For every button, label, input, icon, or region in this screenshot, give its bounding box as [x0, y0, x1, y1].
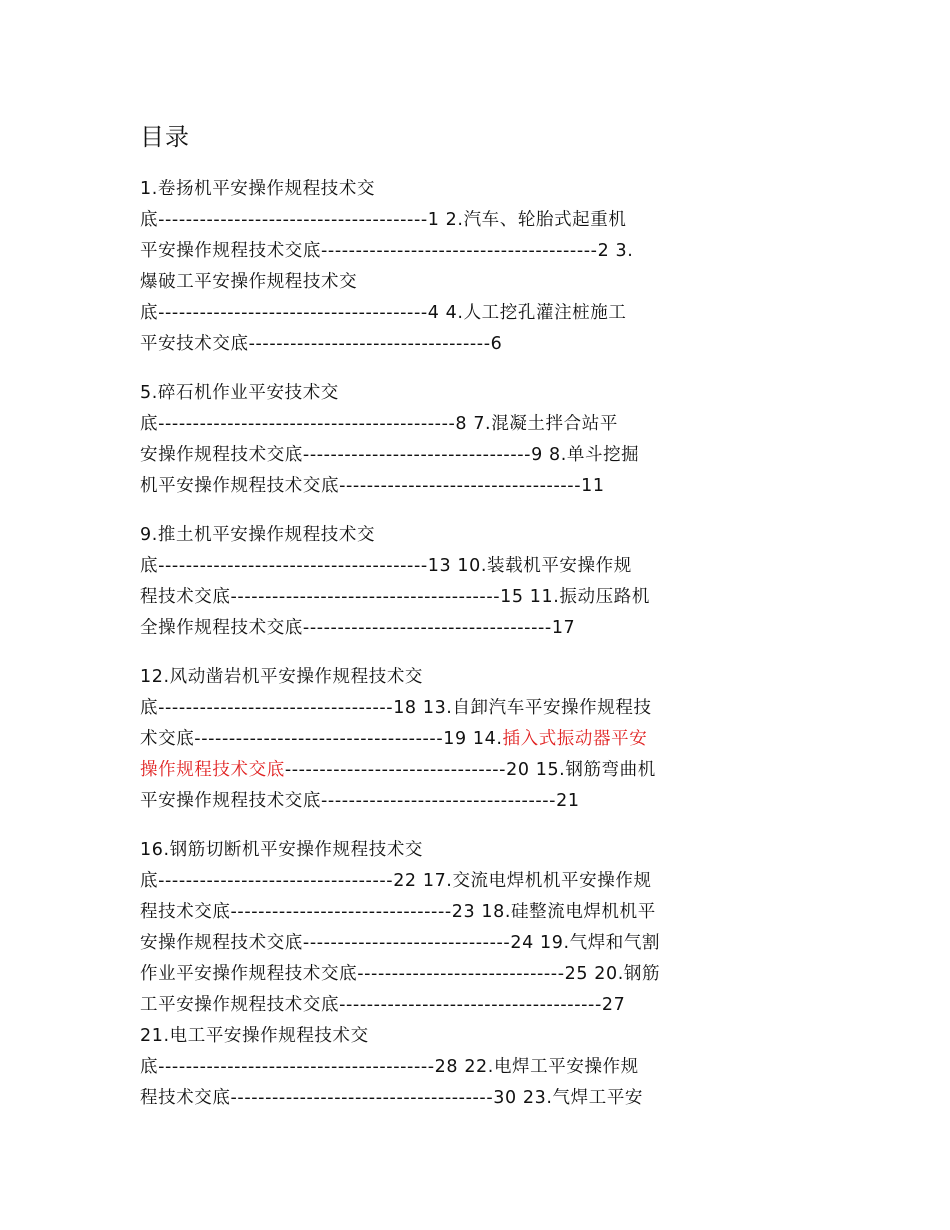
- block-gap: [140, 644, 815, 662]
- toc-line: [140, 174, 815, 205]
- toc-line: [140, 1083, 815, 1114]
- toc-text: 底----------------------------------------28 22.电焊工平安操作规: [140, 1057, 639, 1077]
- toc-text: 底---------------------------------------13 10.装载机平安操作规: [140, 556, 632, 576]
- toc-text: 底---------------------------------------4 4.人工挖孔灌注桩施工: [140, 303, 627, 323]
- toc-text: 底---------------------------------------1 2.汽车、轮胎式起重机: [140, 210, 627, 230]
- toc-text: 程技术交底---------------------------------------15 11.振动压路机: [140, 587, 650, 607]
- toc-line: [140, 897, 815, 928]
- toc-line: [140, 786, 815, 817]
- toc-line: [140, 267, 815, 298]
- toc-line: [140, 440, 815, 471]
- toc-line: [140, 1052, 815, 1083]
- toc-line: [140, 329, 815, 360]
- toc-text: 工平安操作规程技术交底--------------------------------------27: [140, 995, 626, 1015]
- toc-line: [140, 928, 815, 959]
- toc-line: [140, 866, 815, 897]
- toc-text: 机平安操作规程技术交底-----------------------------------11: [140, 476, 605, 496]
- toc-text: 9.推土机平安操作规程技术交: [140, 525, 376, 545]
- toc-text: 底----------------------------------18 13.自卸汽车平安操作规程技: [140, 698, 652, 718]
- toc-line: [140, 990, 815, 1021]
- table-of-contents: [140, 174, 815, 1114]
- toc-text: 程技术交底--------------------------------23 18.硅整流电焊机机平: [140, 902, 656, 922]
- toc-text: 程技术交底--------------------------------------30 23.气焊工平安: [140, 1088, 644, 1108]
- toc-line: [140, 959, 815, 990]
- toc-line: [140, 582, 815, 613]
- toc-line: [140, 298, 815, 329]
- toc-text: 1.卷扬机平安操作规程技术交: [140, 179, 376, 199]
- highlighted-text: 插入式振动器平安: [502, 729, 648, 749]
- toc-line: [140, 755, 815, 786]
- toc-line: [140, 205, 815, 236]
- toc-line: [140, 613, 815, 644]
- block-gap: [140, 360, 815, 378]
- toc-line: [140, 471, 815, 502]
- toc-line: [140, 835, 815, 866]
- toc-text: 平安操作规程技术交底----------------------------------------2 3.: [140, 241, 634, 261]
- toc-line: [140, 409, 815, 440]
- toc-text: 全操作规程技术交底------------------------------------17: [140, 618, 576, 638]
- toc-line: [140, 724, 815, 755]
- toc-text: 爆破工平安操作规程技术交: [140, 272, 358, 292]
- toc-line: [140, 378, 815, 409]
- highlighted-text: 操作规程技术交底: [140, 760, 285, 780]
- toc-text: 平安操作规程技术交底----------------------------------21: [140, 791, 580, 811]
- toc-text: 12.风动凿岩机平安操作规程技术交: [140, 667, 424, 687]
- toc-text: 作业平安操作规程技术交底------------------------------25 20.钢筋: [140, 964, 661, 984]
- toc-line: [140, 551, 815, 582]
- toc-text: --------------------------------20 15.钢筋弯曲机: [284, 760, 656, 780]
- toc-title: 目录: [140, 123, 190, 151]
- toc-text: 5.碎石机作业平安技术交: [140, 383, 339, 403]
- toc-text: 底-------------------------------------------8 7.混凝土拌合站平: [140, 414, 618, 434]
- toc-line: [140, 693, 815, 724]
- toc-text: 21.电工平安操作规程技术交: [140, 1026, 369, 1046]
- toc-line: [140, 662, 815, 693]
- toc-line: [140, 520, 815, 551]
- toc-text: 术交底------------------------------------19 14.: [140, 729, 503, 749]
- toc-line: [140, 1021, 815, 1052]
- toc-text: 安操作规程技术交底------------------------------24 19.气焊和气割: [140, 933, 661, 953]
- toc-text: 16.钢筋切断机平安操作规程技术交: [140, 840, 424, 860]
- toc-line: [140, 236, 815, 267]
- block-gap: [140, 817, 815, 835]
- toc-text: 底----------------------------------22 17.交流电焊机机平安操作规: [140, 871, 652, 891]
- toc-text: 平安技术交底-----------------------------------6: [140, 334, 503, 354]
- block-gap: [140, 502, 815, 520]
- toc-text: 安操作规程技术交底---------------------------------9 8.单斗挖掘: [140, 445, 640, 465]
